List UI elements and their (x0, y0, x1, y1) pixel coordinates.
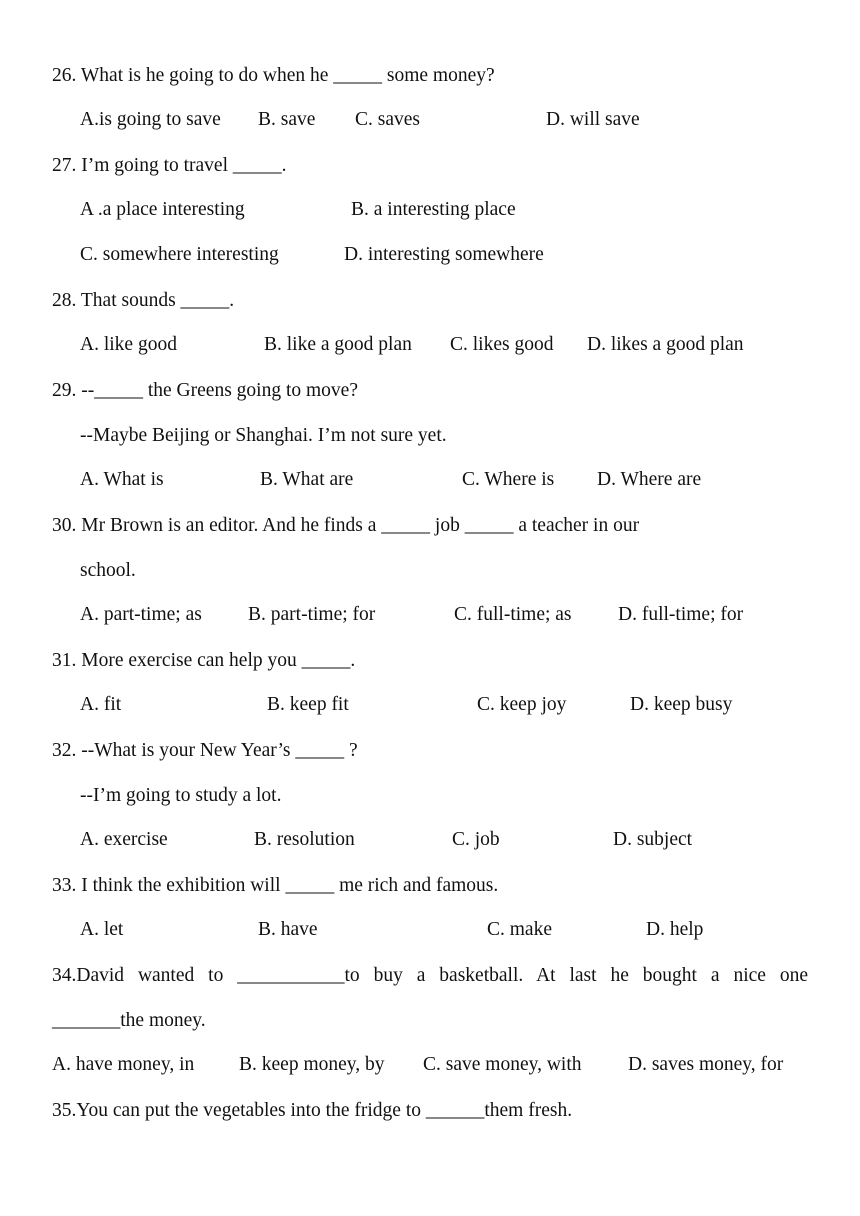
question-31-stem: 31. More exercise can help you _____. (52, 650, 356, 671)
q30-option-a: A. part-time; as (80, 604, 202, 625)
q27-option-a: A .a place interesting (80, 199, 245, 220)
q34-option-c: C. save money, with (423, 1054, 582, 1075)
q34-option-a: A. have money, in (52, 1054, 195, 1075)
q34-option-d: D. saves money, for (628, 1054, 784, 1075)
q29-option-b: B. What are (260, 469, 354, 490)
question-32-stem: 32. --What is your New Year’s _____ ? (52, 740, 358, 761)
q27-option-d: D. interesting somewhere (344, 244, 544, 265)
q26-option-d: D. will save (546, 109, 640, 130)
question-29-context: --Maybe Beijing or Shanghai. I’m not sure yet. (80, 425, 447, 446)
question-34-stem: 34.David wanted to ___________to buy a basketball. At last he bought a nice one (52, 965, 808, 986)
q32-option-c: C. job (452, 829, 500, 850)
q30-option-d: D. full-time; for (618, 604, 744, 625)
q30-option-b: B. part-time; for (248, 604, 376, 625)
question-28-stem: 28. That sounds _____. (52, 290, 235, 311)
question-26-stem: 26. What is he going to do when he _____ some money? (52, 65, 495, 86)
q29-option-d: D. Where are (597, 469, 702, 490)
question-27-stem: 27. I’m going to travel _____. (52, 155, 287, 176)
q33-option-b: B. have (258, 919, 318, 940)
question-30-stem: 30. Mr Brown is an editor. And he finds a _____ job _____ a teacher in our (52, 515, 640, 536)
question-32-context: --I’m going to study a lot. (80, 785, 282, 806)
q33-option-c: C. make (487, 919, 552, 940)
q31-option-c: C. keep joy (477, 694, 567, 715)
q33-option-d: D. help (646, 919, 704, 940)
q31-option-a: A. fit (80, 694, 122, 715)
q26-option-b: B. save (258, 109, 316, 130)
question-30-stem-continued: school. (80, 560, 136, 581)
q31-option-b: B. keep fit (267, 694, 349, 715)
q34-option-b: B. keep money, by (239, 1054, 385, 1075)
question-33-stem: 33. I think the exhibition will _____ me rich and famous. (52, 875, 499, 896)
q27-option-b: B. a interesting place (351, 199, 516, 220)
question-29-stem: 29. --_____ the Greens going to move? (52, 380, 358, 401)
q29-option-c: C. Where is (462, 469, 555, 490)
q28-option-b: B. like a good plan (264, 334, 412, 355)
q32-option-a: A. exercise (80, 829, 168, 850)
q29-option-a: A. What is (80, 469, 164, 490)
q30-option-c: C. full-time; as (454, 604, 572, 625)
question-34-stem-continued: _______the money. (52, 1010, 206, 1031)
q27-option-c: C. somewhere interesting (80, 244, 279, 265)
q33-option-a: A. let (80, 919, 124, 940)
q28-option-d: D. likes a good plan (587, 334, 744, 355)
q28-option-c: C. likes good (450, 334, 554, 355)
q28-option-a: A. like good (80, 334, 177, 355)
q32-option-b: B. resolution (254, 829, 355, 850)
q26-option-c: C. saves (355, 109, 420, 130)
q31-option-d: D. keep busy (630, 694, 733, 715)
question-35-stem: 35.You can put the vegetables into the fridge to ______them fresh. (52, 1100, 573, 1121)
q32-option-d: D. subject (613, 829, 693, 850)
q26-option-a: A.is going to save (80, 109, 221, 130)
